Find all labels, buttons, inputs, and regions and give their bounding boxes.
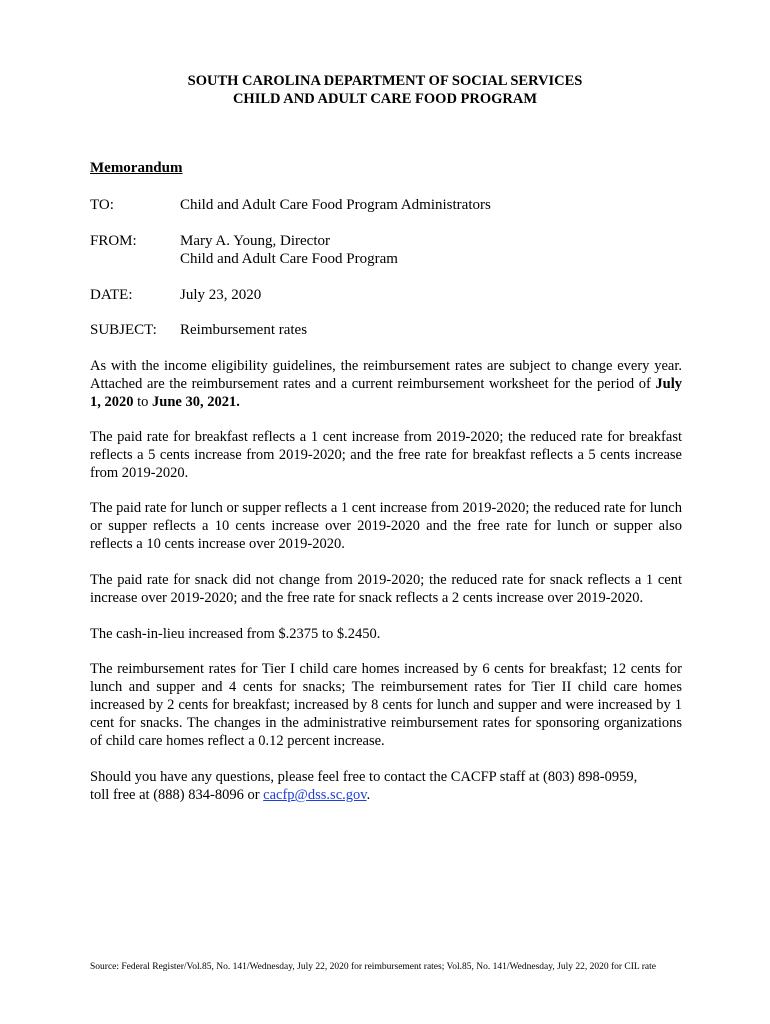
subject-label: SUBJECT:	[90, 322, 157, 338]
intro-text: As with the income eligibility guidelines, the reimbursement rates are subject to change every year. Attached are the reimbursement rates and a current reimbursement worksheet for the period of	[90, 358, 682, 392]
date-value: July 23, 2020	[180, 287, 262, 303]
contact-email-link[interactable]: cacfp@dss.sc.gov	[263, 787, 367, 803]
paragraph-lunch-supper: The paid rate for lunch or supper reflects a 1 cent increase from 2019-2020; the reduced rate for lunch or supper reflects a 10 cents increase over 2019-2020 and the free rate for lunch or supper also reflects a 10 cents increase over 2019-2020.	[90, 500, 682, 552]
paragraph-intro	[90, 357, 682, 411]
period-end: June 30, 2021.	[152, 394, 240, 410]
document-header	[0, 72, 770, 108]
memo-title: Memorandum	[90, 160, 183, 176]
contact-line1: Should you have any questions, please feel free to contact the CACFP staff at (803) 898-0959,	[90, 769, 638, 785]
period-to: to	[133, 394, 153, 410]
header-agency: SOUTH CAROLINA DEPARTMENT OF SOCIAL SERVICES	[187, 73, 583, 89]
source-footnote: Source: Federal Register/Vol.85, No. 141/Wednesday, July 22, 2020 for reimbursement rates; Vol.85, No. 141/Wednesday, July 22, 2020 for CIL rate	[90, 962, 656, 972]
to-value: Child and Adult Care Food Program Administrators	[180, 197, 491, 213]
header-program: CHILD AND ADULT CARE FOOD PROGRAM	[232, 91, 538, 107]
paragraph-tier-rates: The reimbursement rates for Tier I child care homes increased by 6 cents for breakfast; 12 cents for lunch and supper and 4 cents for snacks; The reimbursement rates for Tier II child care homes increased by 2 cents for breakfast; increased by 8 cents for lunch and supper and were increased by 1 cent for snacks. The changes in the administrative reimbursement rates for sponsoring organizations of child care homes reflect a 0.12 percent increase.	[90, 661, 682, 749]
paragraph-breakfast: The paid rate for breakfast reflects a 1 cent increase from 2019-2020; the reduced rate for breakfast reflects a 5 cents increase from 2019-2020; and the free rate for breakfast reflects a 5 cents increase from 2019-2020.	[90, 429, 682, 481]
paragraph-snack: The paid rate for snack did not change from 2019-2020; the reduced rate for snack reflects a 1 cent increase over 2019-2020; and the free rate for snack reflects a 2 cents increase over 2019-2020.	[90, 572, 682, 606]
contact-end: .	[366, 787, 371, 803]
subject-value: Reimbursement rates	[180, 322, 308, 338]
paragraph-contact	[90, 768, 682, 804]
date-label: DATE:	[90, 287, 133, 303]
from-label: FROM:	[90, 233, 137, 249]
contact-line2: toll free at (888) 834-8096 or	[90, 787, 264, 803]
paragraph-cash-in-lieu: The cash-in-lieu increased from $.2375 to $.2450.	[90, 626, 381, 642]
to-label: TO:	[90, 197, 114, 213]
from-value-name: Mary A. Young, Director	[180, 233, 330, 249]
period-start: July 1, 2020	[90, 376, 682, 410]
from-value-program: Child and Adult Care Food Program	[180, 251, 398, 267]
